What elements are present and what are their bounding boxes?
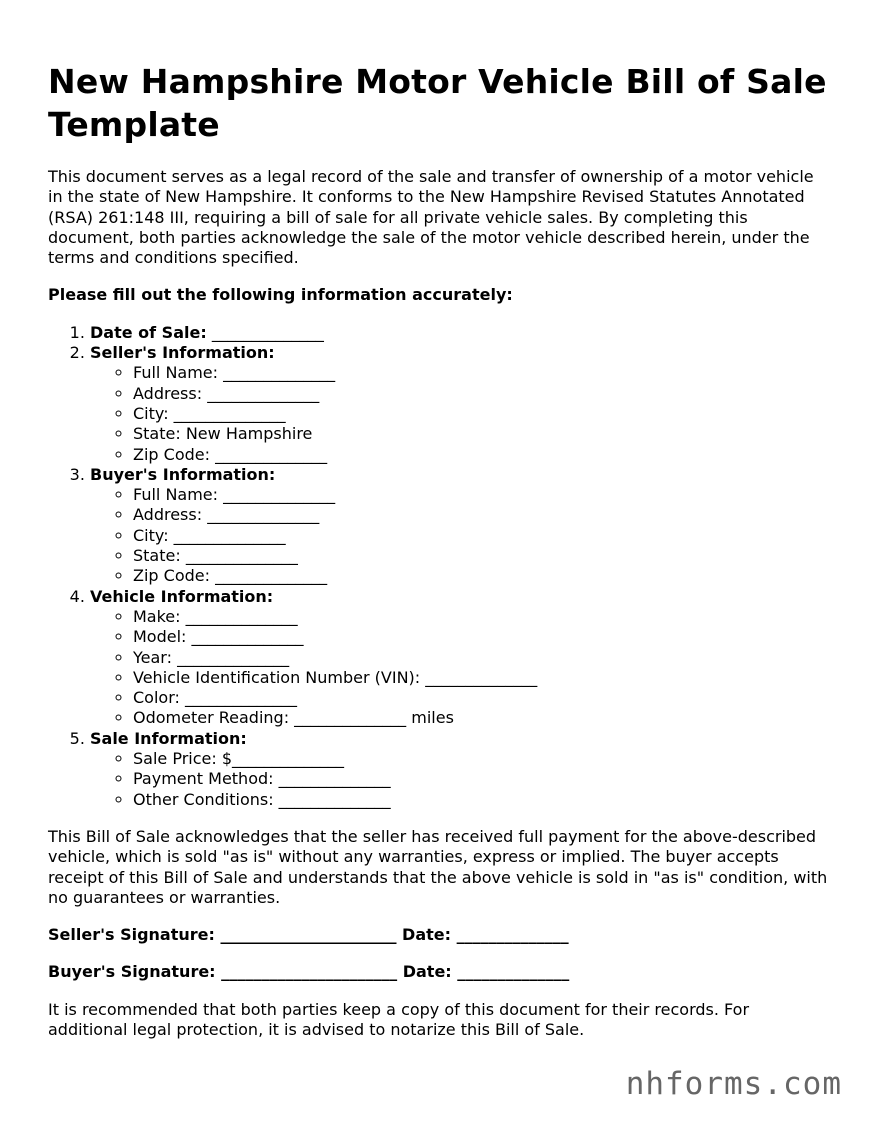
buyer-full-name-field: ◦ Full Name: ______________: [133, 485, 828, 505]
section-label: Date of Sale:: [90, 322, 207, 342]
closing-paragraph: This Bill of Sale acknowledges that the seller has received full payment for the above-described vehicle, which is sold "as is" without any warranties, express or implied. The buyer accepts receipt of this Bill of Sale and understands that the above vehicle is sold in "as is" condition, with no guarantees or warranties.: [48, 826, 828, 907]
other-conditions-field: ◦ Other Conditions: ______________: [133, 790, 828, 810]
buyer-signature-line: Buyer's Signature: ______________________ Date: ______________: [48, 962, 570, 982]
section-date-of-sale: [90, 323, 828, 343]
intro-paragraph: This document serves as a legal record of the sale and transfer of ownership of a motor vehicle in the state of New Hampshire. It conforms to the New Hampshire Revised Statutes Annotated (RSA) 261:148 III, requiring a bill of sale for all private vehicle sales. By completing this document, both parties acknowledge the sale of the motor vehicle described herein, under the terms and conditions specified.: [48, 167, 814, 268]
vehicle-vin-field: ◦ Vehicle Identification Number (VIN): ______________: [133, 668, 828, 688]
sale-price-field: ◦ Sale Price: $______________: [133, 749, 828, 769]
vehicle-odometer-field: ◦ Odometer Reading: ______________ miles: [133, 708, 828, 728]
section-label: Buyer's Information:: [90, 464, 276, 484]
buyer-city-field: ◦ City: ______________: [133, 526, 828, 546]
form-sections-list: [48, 323, 828, 810]
document-page: [48, 60, 828, 1040]
payment-method-field: ◦ Payment Method: ______________: [133, 769, 828, 789]
vehicle-color-field: ◦ Color: ______________: [133, 688, 828, 708]
section-label: Vehicle Information:: [90, 586, 274, 606]
buyer-zip-field: ◦ Zip Code: ______________: [133, 566, 828, 586]
seller-zip-field: ◦ Zip Code: ______________: [133, 445, 828, 465]
seller-signature-line: Seller's Signature: ______________________ Date: ______________: [48, 925, 569, 945]
site-watermark: nhforms.com: [625, 1066, 842, 1102]
section-seller-information: [90, 343, 828, 465]
page-title: New Hampshire Motor Vehicle Bill of Sale Template: [48, 62, 827, 144]
section-label: Sale Information:: [90, 728, 247, 748]
seller-state-field: ◦ State: New Hampshire: [133, 424, 828, 444]
recommendation-paragraph: It is recommended that both parties keep a copy of this document for their records. For additional legal protection, it is advised to notarize this Bill of Sale.: [48, 999, 750, 1039]
section-buyer-information: [90, 465, 828, 587]
date-of-sale-field: ______________: [206, 322, 324, 342]
section-sale-information: [90, 729, 828, 810]
section-vehicle-information: [90, 587, 828, 729]
seller-city-field: ◦ City: ______________: [133, 404, 828, 424]
buyer-fields-list: [90, 485, 828, 586]
buyer-address-field: ◦ Address: ______________: [133, 505, 828, 525]
vehicle-model-field: ◦ Model: ______________: [133, 627, 828, 647]
section-label: Seller's Information:: [90, 343, 275, 363]
vehicle-make-field: ◦ Make: ______________: [133, 607, 828, 627]
vehicle-year-field: ◦ Year: ______________: [133, 648, 828, 668]
sale-fields-list: [90, 749, 828, 810]
seller-fields-list: [90, 363, 828, 464]
seller-full-name-field: ◦ Full Name: ______________: [133, 363, 828, 383]
instructions-prompt: Please fill out the following information accurately:: [48, 285, 513, 305]
seller-address-field: ◦ Address: ______________: [133, 384, 828, 404]
buyer-state-field: ◦ State: ______________: [133, 546, 828, 566]
vehicle-fields-list: [90, 607, 828, 729]
